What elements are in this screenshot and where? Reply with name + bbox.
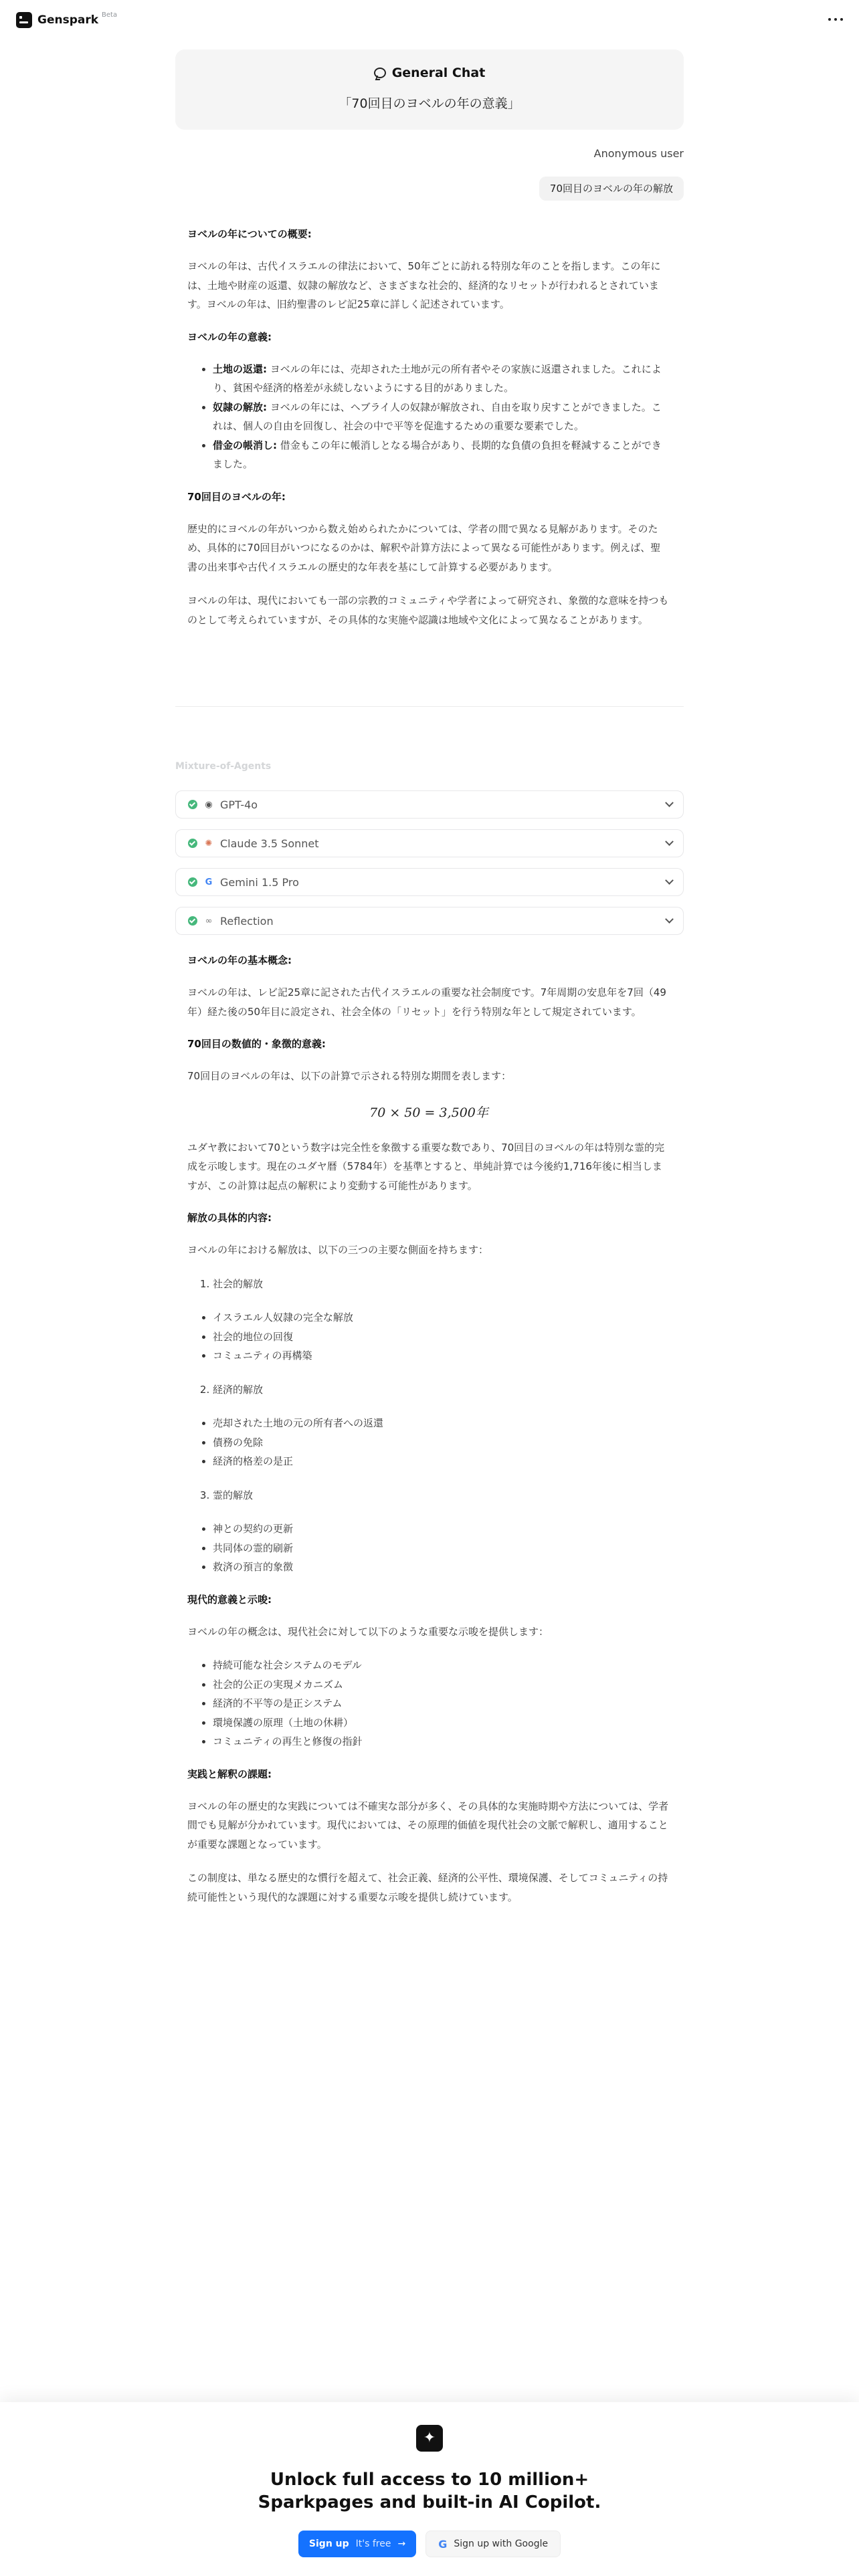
chat-title-card	[175, 49, 684, 130]
release-list	[213, 1308, 670, 1366]
anthropic-icon: ✺	[205, 838, 213, 849]
cta-title-line: Unlock full access to 10 million+	[270, 2470, 589, 2490]
item-text: ヨベルの年には、ヘブライ人の奴隷が解放され、自由を取り戻すことができました。これは、個人の自由を回復し、社会の中で平等を促進するための重要な要素でした。	[213, 401, 662, 432]
dot-icon	[828, 18, 831, 21]
check-icon	[188, 800, 197, 809]
list-item: 1. 社会的解放	[213, 1275, 670, 1294]
user-question-bubble: 70回目のヨベルの年の解放	[539, 177, 684, 201]
item-text: 借金もこの年に帳消しとなる場合があり、長期的な負債の負担を軽減することができました。	[213, 439, 662, 470]
paragraph: この制度は、単なる歴史的な慣行を超えて、社会正義、経済的公平性、環境保護、そしてコミュニティの持続可能性という現代的な課題に対する重要な示唆を提供し続けています。	[187, 1872, 668, 1903]
more-options-button[interactable]	[828, 15, 843, 24]
cta-title-line: Sparkpages and built-in AI Copilot.	[258, 2492, 601, 2512]
google-icon: G	[438, 2537, 448, 2551]
section-heading: 実践と解釈の課題:	[187, 1767, 272, 1780]
section-heading: 解放の具体的内容:	[187, 1212, 272, 1224]
list-item: 3. 霊的解放	[213, 1486, 670, 1505]
agent-name: Reflection	[220, 914, 274, 928]
chat-bubble-icon	[374, 68, 386, 78]
list-item: • 社会的地位の回復	[213, 1327, 670, 1347]
openai-icon: ◉	[205, 799, 213, 810]
signup-cta-panel	[0, 2402, 859, 2576]
list-item	[213, 398, 670, 436]
list-item: • 経済的不平等の是正システム	[213, 1694, 670, 1713]
list-item	[213, 360, 670, 398]
user-name: Anonymous user	[593, 147, 684, 160]
release-list	[213, 1414, 670, 1471]
agent-name: Claude 3.5 Sonnet	[220, 837, 319, 850]
chevron-down-icon	[665, 915, 674, 924]
signup-free-label: It's free	[355, 2539, 391, 2549]
list-item	[213, 436, 670, 474]
section-heading: ヨベルの年についての概要:	[187, 228, 312, 240]
paragraph: 歴史的にヨベルの年がいつから数え始められたかについては、学者の間で異なる見解があります。そのため、具体的に70回目がいつになるのかは、解釈や計算方法によって異なる可能性があります。例えば、聖書の出来事や古代イスラエルの歴史的な年表を基にして計算する必要があります。	[187, 522, 661, 573]
divider	[175, 706, 684, 707]
agent-row-claude[interactable]	[175, 829, 684, 857]
chat-type-label	[175, 66, 684, 80]
section-heading: 70回目のヨベルの年:	[187, 490, 286, 503]
chat-type-text: General Chat	[391, 66, 486, 80]
paragraph: ユダヤ教において70という数字は完全性を象徴する重要な数であり、70回目のヨベルの年は特別な霊的完成を示唆します。現在のユダヤ暦（5784年）を基準とすると、単純計算では今後約1,716年後に相当しますが、この計算は起点の解釈により変動する可能性があります。	[187, 1141, 665, 1192]
list-item: 2. 経済的解放	[213, 1380, 670, 1400]
top-bar	[0, 0, 859, 40]
agent-row-gemini[interactable]	[175, 868, 684, 896]
chat-title: 「70回目のヨベルの年の意義」	[339, 96, 520, 111]
mixture-of-agents-label: Mixture-of-Agents	[175, 761, 272, 772]
list-item: • イスラエル人奴隷の完全な解放	[213, 1308, 670, 1327]
section-heading: 現代的意義と示唆:	[187, 1593, 272, 1606]
agent-row-gpt4o[interactable]	[175, 790, 684, 819]
dot-icon	[834, 18, 837, 21]
list-item: • 経済的格差の是正	[213, 1452, 670, 1471]
list-item: • 持続可能な社会システムのモデル	[213, 1656, 670, 1675]
list-item: • 社会的公正の実現メカニズム	[213, 1675, 670, 1695]
paragraph: ヨベルの年の概念は、現代社会に対して以下のような重要な示唆を提供します：	[187, 1625, 549, 1638]
formula: 70 × 50 = 3,500年	[369, 1105, 488, 1120]
cta-buttons	[0, 2531, 859, 2557]
genspark-logo-icon	[16, 12, 32, 28]
brand-name: Genspark	[37, 13, 99, 27]
item-label: 土地の返還:	[213, 362, 267, 375]
check-icon	[188, 839, 197, 848]
arrow-right-icon: →	[397, 2539, 406, 2549]
list-item: • 神との契約の更新	[213, 1519, 670, 1539]
list-item: • 共同体の霊的刷新	[213, 1539, 670, 1558]
list-item: • 売却された土地の元の所有者への返還	[213, 1414, 670, 1433]
signup-button[interactable]	[298, 2531, 416, 2557]
paragraph: ヨベルの年における解放は、以下の三つの主要な側面を持ちます：	[187, 1244, 489, 1257]
item-label: 借金の帳消し:	[213, 439, 277, 451]
list-item: • コミュニティの再生と修復の指針	[213, 1732, 670, 1751]
paragraph: ヨベルの年の歴史的な実践については不確実な部分が多く、その具体的な実施時期や方法については、学者間でも見解が分かれています。現代においては、その原理的価値を現代社会の文脈で解釈し、適用することが重要な課題となっています。	[187, 1800, 669, 1850]
check-icon	[188, 877, 197, 887]
paragraph: 70回目のヨベルの年は、以下の計算で示される特別な期間を表します：	[187, 1070, 512, 1082]
list-item: • 債務の免除	[213, 1433, 670, 1453]
release-list	[213, 1519, 670, 1577]
answer-block-1	[187, 226, 670, 644]
google-icon: G	[205, 877, 213, 887]
list-item: • 環境保護の原理（土地の休耕）	[213, 1713, 670, 1733]
section-heading: ヨベルの年の基本概念:	[187, 954, 292, 966]
google-signup-label: Sign up with Google	[454, 2539, 549, 2549]
release-group-title	[213, 1380, 670, 1400]
paragraph: ヨベルの年は、古代イスラエルの律法において、50年ごとに訪れる特別な年のことを指します。この年には、土地や財産の返還、奴隷の解放など、さまざまな社会的、経済的なリセットが行われるとされています。ヨベルの年は、旧約聖書のレビ記25章に詳しく記述されています。	[187, 260, 661, 310]
list-item: • 救済の預言的象徴	[213, 1558, 670, 1577]
agent-name: GPT-4o	[220, 798, 258, 811]
sparkle-icon: ✦	[416, 2425, 443, 2452]
chevron-down-icon	[665, 876, 674, 885]
release-group-title	[213, 1275, 670, 1294]
section-heading: 70回目の数値的・象徴的意義:	[187, 1038, 326, 1050]
google-signup-button[interactable]	[425, 2531, 561, 2557]
paragraph: ヨベルの年は、レビ記25章に記された古代イスラエルの重要な社会制度です。7年周期の安息年を7回（49年）経た後の50年目に設定され、社会全体の「リセット」を行う特別な年として規定されています。	[187, 986, 666, 1018]
signup-label: Sign up	[308, 2539, 349, 2549]
check-icon	[188, 916, 197, 926]
answer-block-2	[187, 952, 670, 1921]
meaning-list	[213, 360, 670, 474]
beta-badge: Beta	[102, 11, 118, 19]
agent-row-reflection[interactable]	[175, 907, 684, 935]
agent-name: Gemini 1.5 Pro	[220, 875, 299, 889]
cta-title	[0, 2469, 859, 2514]
dot-icon	[840, 18, 843, 21]
genspark-logo[interactable]	[16, 12, 117, 28]
item-text: ヨベルの年には、売却された土地が元の所有者やその家族に返還されました。これにより、貧困や経済的格差が永続しないようにする目的がありました。	[213, 362, 662, 394]
chevron-down-icon	[665, 837, 674, 846]
chevron-down-icon	[665, 798, 674, 807]
list-item: • コミュニティの再構築	[213, 1346, 670, 1366]
item-label: 奴隷の解放:	[213, 401, 267, 413]
release-group-title	[213, 1486, 670, 1505]
modern-list	[213, 1656, 670, 1751]
paragraph: ヨベルの年は、現代においても一部の宗教的コミュニティや学者によって研究され、象徴的な意味を持つものとして考えられていますが、その具体的な実施や認識は地域や文化によって異なることがあります。	[187, 595, 669, 626]
reflection-icon: ∞	[205, 916, 213, 926]
section-heading: ヨベルの年の意義:	[187, 330, 272, 343]
